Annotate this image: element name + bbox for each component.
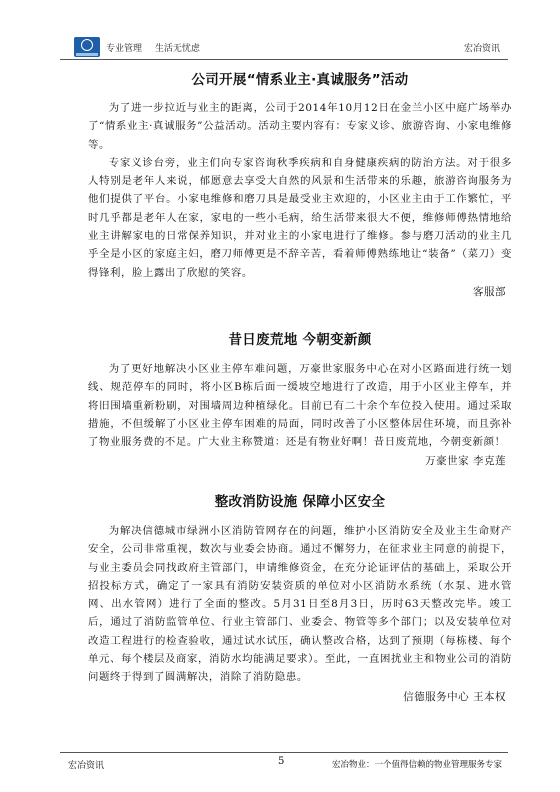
footer-publication: 宏冶资讯 xyxy=(68,761,105,771)
article-1-paragraph-1: 为了进一步拉近与业主的距离，公司于2014年10月12日在金兰小区中庭广场举办了“情系业主·真诚服务”公益活动。活动主要内容有：专家义诊、旅游咨询、小家电维修等。 xyxy=(88,102,512,151)
article-2-paragraph-1: 为了更好地解决小区业主停车难问题，万豪世家服务中心在对小区路面进行统一划线、规范停车的同时，将小区B栋后面一缓坡空地进行了改造，用于小区业主停车，并将旧围墙重新粉刷，对围墙周边种植绿化。目前已有二十余个车位投入使用。通过采取措施，不但缓解了小区业主停车困难的局面，同时改善了小区整体居住环境，而且弥补了物业服务费的不足。广大业主称赞道：还是有物业好啊！昔日废荒地，今朝变新颜！ xyxy=(88,363,512,449)
article-3-title: 整改消防设施 保障小区安全 xyxy=(214,494,386,510)
page-number: 5 xyxy=(278,756,285,767)
article-2-title: 昔日废荒地 今朝变新颜 xyxy=(228,332,372,348)
article-3-signature: 信德服务中心 王本权 xyxy=(403,690,506,703)
header-slogan-2: 生活无忧虑 xyxy=(154,44,200,54)
header-publication: 宏冶资讯 xyxy=(463,44,500,54)
page-footer xyxy=(60,752,508,774)
footer-slogan: 宏冶物业：一个值得信赖的物业管理服务专家 xyxy=(331,760,502,770)
article-2-signature: 万豪世家 李克莲 xyxy=(425,455,506,468)
company-logo-icon xyxy=(74,37,100,57)
article-1 xyxy=(88,68,512,299)
article-1-paragraph-2: 专家义诊台旁，业主们向专家咨询秋季疾病和自身健康疾病的防治方法。对于很多人特别是老年人来说，郁愿意去享受大自然的风景和生活带来的乐趣，旅游咨询服务为他们提供了平台。小家电维修和磨刀具是最受业主欢迎的，小区业主由于工作繁忙，平时几乎都是老年人在家，家电的一些小毛病，给生活带来很大不便，维修师傅热情地给业主讲解家电的日常保养知识，并对业主的小家电进行了维修。参与磨刀活动的业主几乎全是小区的家庭主妇，磨刀师傅更是不辞辛苦，看着师傅熟练地让“装备”（菜刀）变得锋利，脸上露出了欣慰的笑容。 xyxy=(88,156,512,279)
article-1-title: 公司开展“情系业主·真诚服务”活动 xyxy=(191,72,409,88)
page-header xyxy=(60,36,508,60)
article-3-paragraph-1: 为解决信德城市绿洲小区消防管网存在的问题，维护小区消防安全及业主生命财产安全，公司非常重视，数次与业委会协商。通过不懈努力，在征求业主同意的前提下，与业主委员会同找政府主管部门，申请维修资金，在充分论证评估的基础上，采取公开招投标方式，确定了一家具有消防安装资质的单位对小区消防水系统（水泵、进水管网、出水管网）进行了全面的整改。5月31日至8月3日，历时63天整改完毕。竣工后，通过了消防监管单位、行业主管部门、业委会、物管等多个部门；以及安装单位对改造工程进行的检查验收，通过试水试压，确认整改合格，达到了预期（每栋楼、每个单元、每个楼层及商家，消防水均能满足要求）。至此，一直困扰业主和物业公司的消防问题终于得到了圆满解决，消除了消防隐患。 xyxy=(88,525,512,684)
article-1-signature: 客服部 xyxy=(473,285,506,298)
header-slogan xyxy=(106,41,200,54)
header-slogan-1: 专业管理 xyxy=(106,44,143,54)
article-3 xyxy=(88,490,512,704)
article-2 xyxy=(88,328,512,468)
